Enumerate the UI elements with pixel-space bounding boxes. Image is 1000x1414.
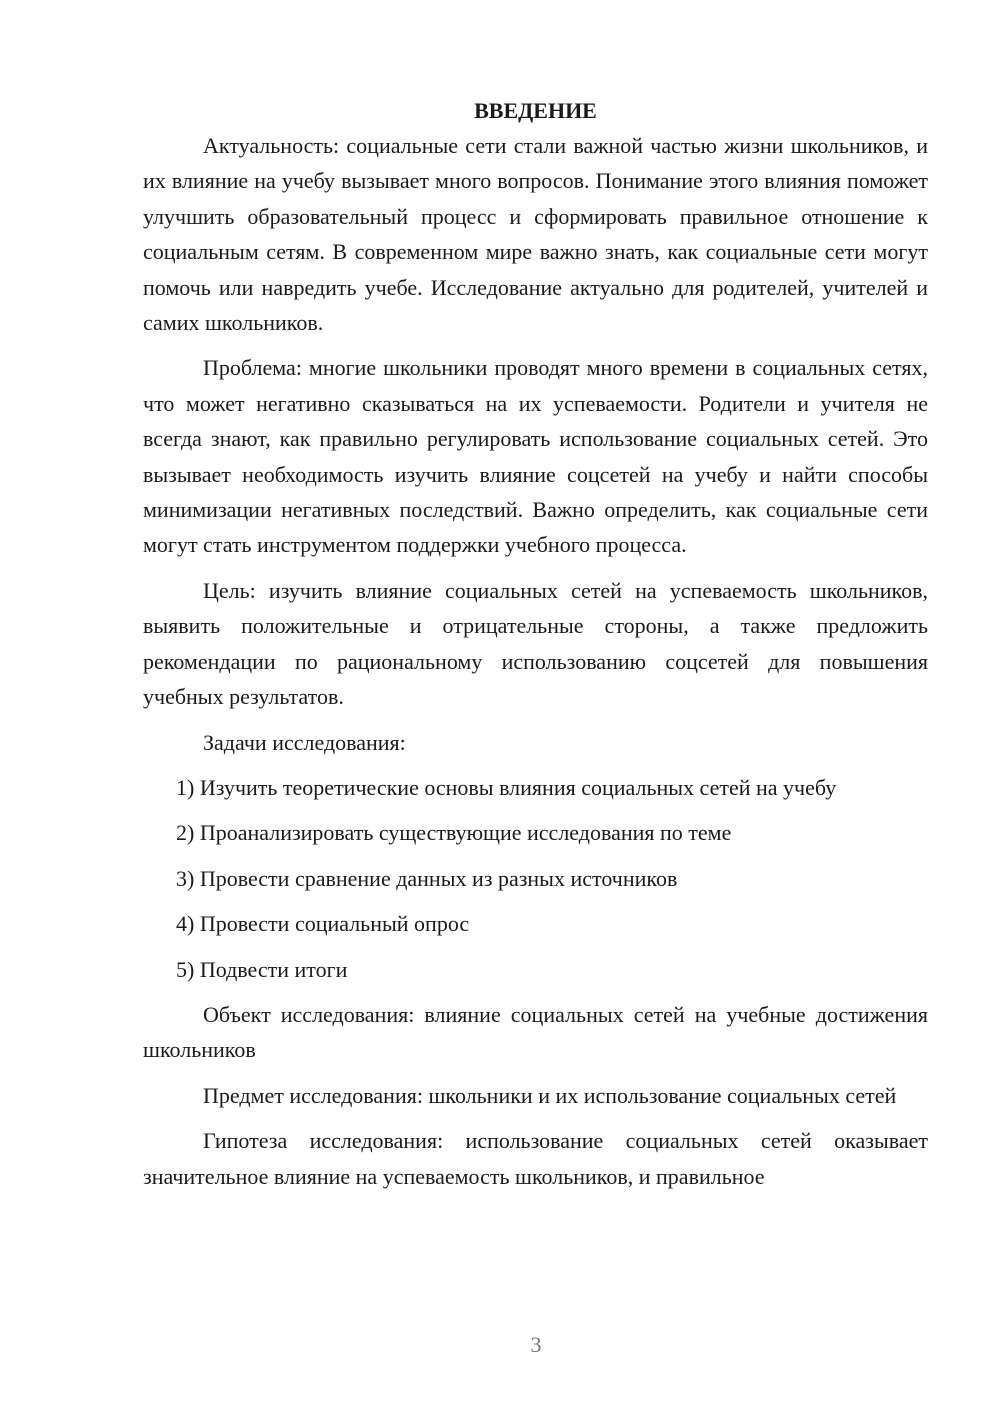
hypothesis-paragraph: Гипотеза исследования: использование социальных сетей оказывает значительное влияние на успеваемость школьников, и правильное [143,1128,928,1189]
problem-paragraph: Проблема: многие школьники проводят много времени в социальных сетях, что может негативно сказываться на их успеваемости. Родители и учителя не всегда знают, как правильно регулировать использование социальных сетей. Это вызывает необходимость изучить влияние соцсетей на учебу и найти способы минимизации негативных последствий. Важно определить, как социальные сети могут стать инструментом поддержки учебного процесса. [143,355,928,558]
subject-paragraph: Предмет исследования: школьники и их использование социальных сетей [203,1082,897,1108]
relevance-paragraph: Актуальность: социальные сети стали важной частью жизни школьников, и их влияние на учебу вызывает много вопросов. Понимание этого влияния поможет улучшить образовательный процесс и сформировать правильное отношение к социальным сетям. В современном мире важно знать, как социальные сети могут помочь или навредить учебе. Исследование актуально для родителей, учителей и самих школьников. [143,133,928,336]
task-item-3: 3) Провести сравнение данных из разных источников [176,865,678,891]
goal-paragraph: Цель: изучить влияние социальных сетей на успеваемость школьников, выявить положительные и отрицательные стороны, а также предложить рекомендации по рациональному использованию соцсетей для повышения учебных результатов. [143,577,928,710]
object-paragraph: Объект исследования: влияние социальных сетей на учебные достижения школьников [143,1001,928,1063]
tasks-heading: Задачи исследования: [203,729,406,755]
task-item-4: 4) Провести социальный опрос [176,911,470,937]
task-item-5: 5) Подвести итоги [176,956,348,982]
page-number: 3 [530,1332,542,1357]
task-item-1: 1) Изучить теоретические основы влияния социальных сетей на учебу [176,774,837,800]
document-page [143,93,928,1204]
page-title: ВВЕДЕНИЕ [474,98,597,123]
task-item-2: 2) Проанализировать существующие исследования по теме [176,820,732,846]
tasks-list [143,770,928,987]
